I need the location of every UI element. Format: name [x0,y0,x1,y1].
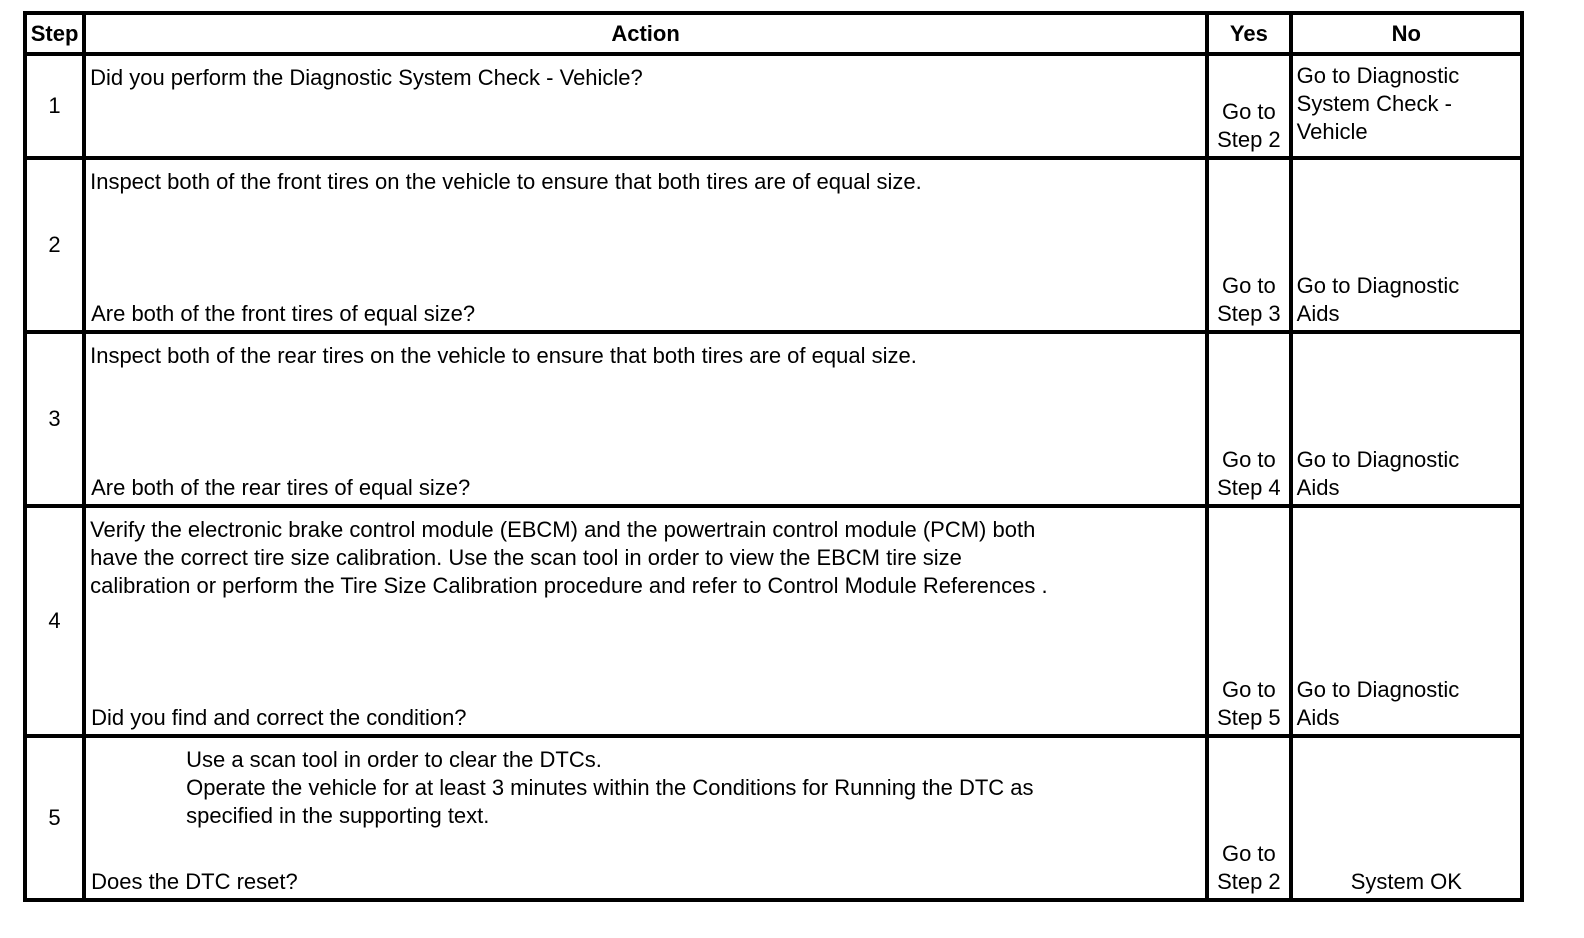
yes-line: Go to [1221,447,1276,472]
table-row [25,54,1522,158]
no-line: Vehicle [1296,119,1368,144]
header-yes: Yes [1207,13,1291,54]
action-text: Inspect both of the rear tires on the vehicle to ensure that both tires are of equal size. [90,343,917,368]
action-cell [84,54,1207,158]
header-step: Step [25,13,84,54]
no-line: Aids [1296,475,1340,500]
no-line: Go to Diagnostic [1296,63,1460,88]
action-cell [84,332,1207,506]
yes-line: Step 5 [1217,705,1281,730]
action-line: Verify the electronic brake control module (EBCM) and the powertrain control module (PCM) both [90,517,1036,542]
action-line: specified in the supporting text. [186,803,490,828]
yes-line: Go to [1221,677,1276,702]
action-text [90,508,1201,600]
header-action: Action [84,13,1207,54]
no-link[interactable] [1291,54,1522,158]
header-row [25,13,1522,54]
action-question: Does the DTC reset? [91,869,298,894]
yes-line: Step 2 [1217,869,1281,894]
no-line: Go to Diagnostic [1296,273,1460,298]
no-link[interactable] [1291,158,1522,332]
action-line: Use a scan tool in order to clear the DTCs. [186,747,602,772]
table-row [25,332,1522,506]
header-no: No [1291,13,1522,54]
table-row [25,736,1522,900]
step-number: 1 [25,54,84,158]
action-cell [84,158,1207,332]
table-row [25,158,1522,332]
no-line: System Check - [1296,91,1452,116]
yes-link[interactable] [1207,736,1291,900]
table-row [25,506,1522,736]
no-result [1291,736,1522,900]
step-number: 4 [25,506,84,736]
no-line: Go to Diagnostic [1296,677,1460,702]
no-link[interactable] [1291,332,1522,506]
action-question: Did you find and correct the condition? [91,705,467,730]
yes-line: Step 3 [1217,301,1281,326]
yes-line: Go to [1221,841,1276,866]
yes-link[interactable] [1207,332,1291,506]
no-line: Aids [1296,705,1340,730]
action-text [90,738,1201,830]
no-link[interactable] [1291,506,1522,736]
action-line: calibration or perform the Tire Size Calibration procedure and refer to Control Module References . [90,573,1048,598]
yes-line: Step 4 [1217,475,1281,500]
yes-line: Go to [1221,99,1276,124]
step-number: 3 [25,332,84,506]
yes-link[interactable] [1207,506,1291,736]
step-number: 2 [25,158,84,332]
no-line: Aids [1296,301,1340,326]
yes-line: Step 2 [1217,127,1281,152]
action-cell [84,506,1207,736]
no-line: System OK [1350,869,1462,894]
diagnostic-table [23,11,1524,902]
yes-link[interactable] [1207,158,1291,332]
action-line: have the correct tire size calibration. Use the scan tool in order to view the EBCM tire size [90,545,962,570]
action-question: Are both of the front tires of equal size? [91,301,476,326]
action-question: Are both of the rear tires of equal size? [91,475,471,500]
action-text: Inspect both of the front tires on the vehicle to ensure that both tires are of equal size. [90,169,922,194]
step-number: 5 [25,736,84,900]
action-cell [84,736,1207,900]
yes-line: Go to [1221,273,1276,298]
yes-link[interactable] [1207,54,1291,158]
action-line: Operate the vehicle for at least 3 minutes within the Conditions for Running the DTC as [186,775,1034,800]
no-line: Go to Diagnostic [1296,447,1460,472]
action-text: Did you perform the Diagnostic System Check - Vehicle? [90,65,643,90]
